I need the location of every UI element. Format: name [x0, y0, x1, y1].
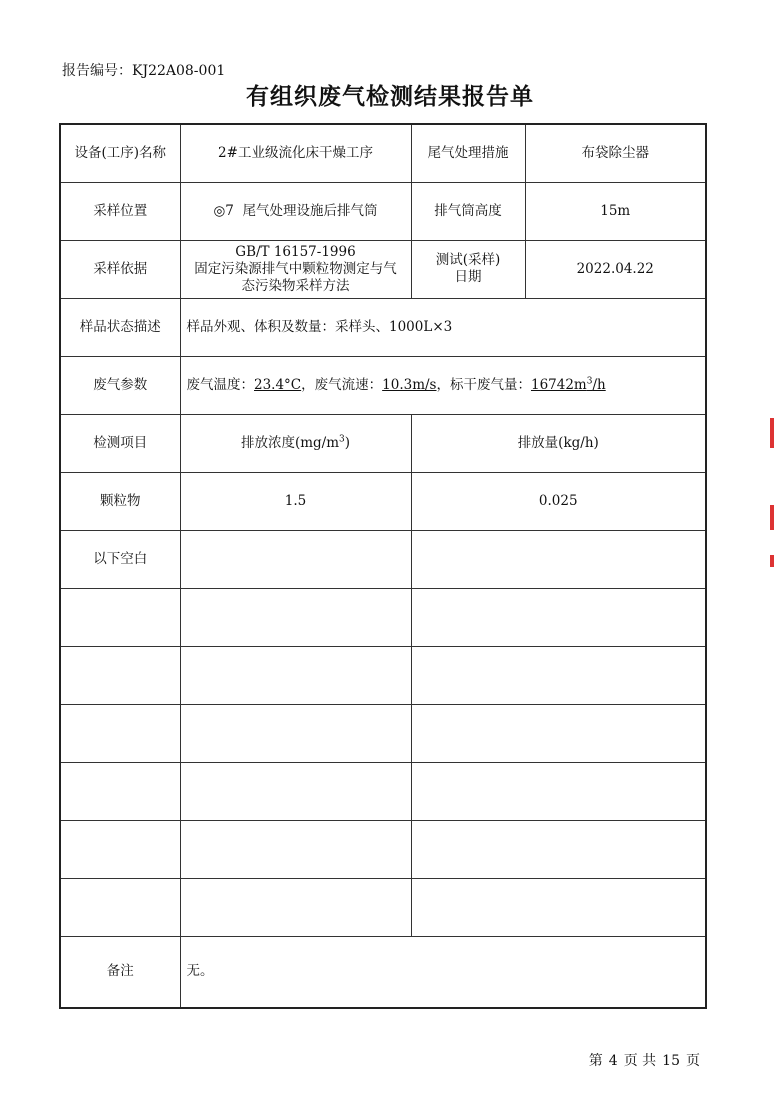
gas-volume-sup: 3: [586, 376, 593, 386]
row-results-header: [60, 414, 706, 472]
empty-row: [60, 762, 706, 820]
stack-height-label: 排气筒高度: [411, 182, 525, 240]
empty-row: [60, 588, 706, 646]
table-row: [60, 530, 706, 588]
scan-edge-mark: [770, 505, 774, 530]
location-value: ◎7 尾气处理设施后排气筒: [180, 182, 411, 240]
col-concentration-header: [180, 414, 411, 472]
gas-temp-value: 23.4°C: [254, 376, 302, 393]
concentration-header-text: 排放浓度(mg/m: [240, 434, 340, 451]
results-table: [59, 123, 707, 1009]
date-label-2: 日期: [454, 269, 482, 285]
equipment-label: 设备(工序)名称: [60, 124, 180, 182]
gas-volume-label: ，标干废气量：: [436, 376, 531, 393]
scan-edge-mark: [770, 418, 774, 448]
page-suffix: 页: [686, 1053, 700, 1069]
page-current: 4: [608, 1053, 618, 1069]
gas-volume-number: 16742m: [530, 376, 587, 393]
gas-volume-value: [531, 377, 606, 393]
remarks-label: 备注: [60, 936, 180, 1008]
result-concentration: 1.5: [180, 472, 411, 530]
basis-title-1: 固定污染源排气中颗粒物测定与气: [194, 260, 397, 277]
treatment-label: 尾气处理措施: [411, 124, 525, 182]
table-row: [60, 472, 706, 530]
row-sample-state: [60, 298, 706, 356]
date-value: 2022.04.22: [525, 240, 706, 298]
gas-temp-label: 废气温度：: [186, 376, 254, 393]
result-concentration: [180, 530, 411, 588]
page-total: 15: [662, 1053, 680, 1069]
row-basis: [60, 240, 706, 298]
scan-edge-mark: [770, 555, 774, 567]
gas-speed-label: ，废气流速：: [301, 376, 383, 393]
empty-row: [60, 878, 706, 936]
sample-state-label: 样品状态描述: [60, 298, 180, 356]
report-number-label: 报告编号：: [62, 63, 132, 79]
basis-title-2: 态污染物采样方法: [241, 277, 350, 294]
row-remarks: [60, 936, 706, 1008]
col-item-header: 检测项目: [60, 414, 180, 472]
gas-param-value: [180, 356, 706, 414]
result-item: 颗粒物: [60, 472, 180, 530]
concentration-header-end: ): [344, 434, 351, 451]
row-location: [60, 182, 706, 240]
report-number: [62, 60, 225, 80]
remarks-value: 无。: [180, 936, 706, 1008]
report-number-value: KJ22A08-001: [132, 63, 226, 79]
date-label: [411, 240, 525, 298]
result-item: 以下空白: [60, 530, 180, 588]
equipment-value: 2#工业级流化床干燥工序: [180, 124, 411, 182]
page-mid: 页 共: [623, 1053, 657, 1069]
row-gas-params: [60, 356, 706, 414]
empty-row: [60, 820, 706, 878]
result-rate: [411, 530, 706, 588]
basis-standard: GB/T 16157-1996: [235, 243, 356, 260]
result-rate: 0.025: [411, 472, 706, 530]
row-equipment: [60, 124, 706, 182]
treatment-value: 布袋除尘器: [525, 124, 706, 182]
sample-state-value: 样品外观、体积及数量：采样头、1000L×3: [180, 298, 706, 356]
empty-row: [60, 646, 706, 704]
gas-param-label: 废气参数: [60, 356, 180, 414]
page-number: [589, 1050, 700, 1070]
empty-row: [60, 704, 706, 762]
col-rate-header: 排放量(kg/h): [411, 414, 706, 472]
date-label-1: 测试(采样): [435, 252, 501, 268]
basis-value: [180, 240, 411, 298]
location-label: 采样位置: [60, 182, 180, 240]
page-prefix: 第: [588, 1053, 603, 1069]
gas-speed-value: 10.3m/s: [382, 376, 437, 393]
page-title: 有组织废气检测结果报告单: [246, 84, 534, 110]
stack-height-value: 15m: [525, 182, 706, 240]
gas-volume-unit: /h: [592, 376, 606, 393]
basis-label: 采样依据: [60, 240, 180, 298]
concentration-header-sup: 3: [339, 434, 345, 444]
